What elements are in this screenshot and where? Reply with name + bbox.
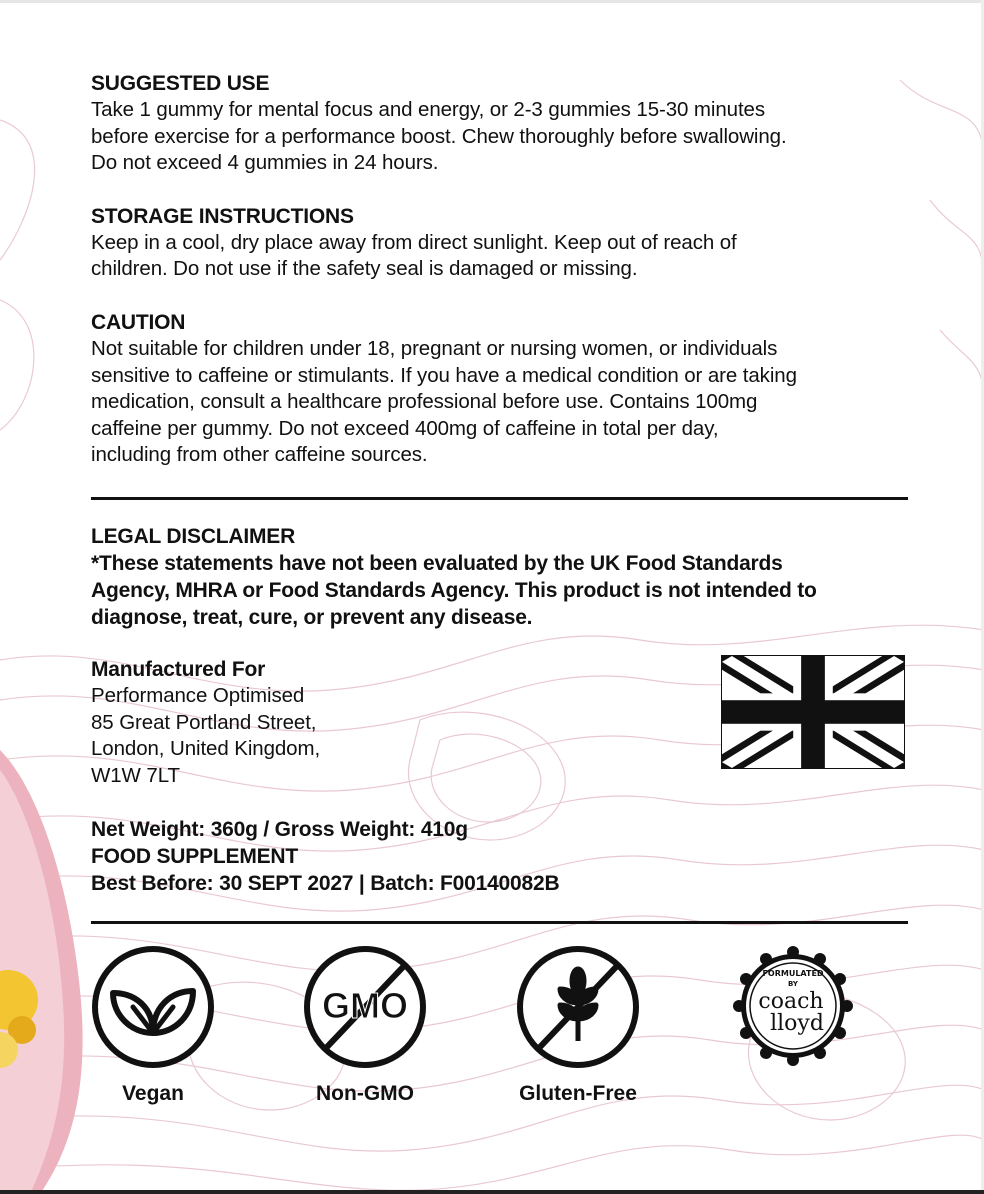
manufacturer-line: W1W 7LT bbox=[91, 763, 180, 787]
legal-line: Agency, MHRA or Food Standards Agency. This product is not intended to bbox=[91, 579, 817, 602]
caution-line: medication, consult a healthcare professional before use. Contains 100mg bbox=[91, 390, 758, 414]
manufacturer-line: London, United Kingdom, bbox=[91, 737, 321, 761]
seal-by-text: BY bbox=[787, 980, 799, 988]
manufacturer-section bbox=[91, 656, 491, 789]
bottom-border bbox=[0, 1190, 984, 1194]
seal-top-text: FORMULATED bbox=[762, 969, 824, 978]
storage-section bbox=[91, 203, 911, 283]
legal-line: *These statements have not been evaluated by the UK Food Standards bbox=[91, 552, 783, 575]
legal-line: diagnose, treat, cure, or prevent any disease. bbox=[91, 606, 533, 629]
manufacturer-line: Performance Optimised bbox=[91, 684, 305, 707]
seal-name-2: lloyd bbox=[770, 1011, 824, 1036]
weight-info: Net Weight: 360g / Gross Weight: 410g bbox=[91, 818, 468, 841]
storage-line: Keep in a cool, dry place away from direct sunlight. Keep out of reach of bbox=[91, 230, 737, 254]
manufacturer-line: 85 Great Portland Street, bbox=[91, 710, 317, 734]
suggested-use-section bbox=[91, 70, 911, 177]
legal-disclaimer-section bbox=[91, 523, 911, 631]
best-before-batch: Best Before: 30 SEPT 2027 | Batch: F00140082B bbox=[91, 872, 560, 895]
vegan-leaf-icon bbox=[91, 945, 215, 1069]
seal-name-1: coach bbox=[758, 989, 824, 1014]
vegan-label: Vegan bbox=[122, 1082, 184, 1105]
manufacturer-heading: Manufactured For bbox=[91, 658, 266, 681]
storage-heading: STORAGE INSTRUCTIONS bbox=[91, 204, 354, 228]
coach-lloyd-seal-icon bbox=[733, 946, 853, 1066]
top-border bbox=[0, 0, 984, 3]
non-gmo-badge bbox=[303, 945, 427, 1106]
gluten-free-label: Gluten-Free bbox=[519, 1082, 637, 1105]
divider bbox=[91, 921, 908, 924]
caution-line: sensitive to caffeine or stimulants. If you have a medical condition or are taking bbox=[91, 363, 797, 387]
gluten-free-badge bbox=[516, 945, 640, 1106]
non-gmo-icon bbox=[303, 945, 427, 1069]
caution-line: Not suitable for children under 18, pregnant or nursing women, or individuals bbox=[91, 336, 778, 360]
suggested-use-line: before exercise for a performance boost. Chew thoroughly before swallowing. bbox=[91, 124, 787, 148]
non-gmo-label: Non-GMO bbox=[316, 1082, 414, 1105]
caution-line: caffeine per gummy. Do not exceed 400mg of caffeine in total per day, bbox=[91, 416, 719, 440]
supplement-type: FOOD SUPPLEMENT bbox=[91, 845, 299, 868]
suggested-use-line: Take 1 gummy for mental focus and energy, or 2-3 gummies 15-30 minutes bbox=[91, 98, 765, 121]
label-text-block bbox=[91, 70, 911, 495]
suggested-use-line: Do not exceed 4 gummies in 24 hours. bbox=[91, 151, 439, 175]
divider bbox=[91, 497, 908, 500]
uk-flag-icon bbox=[721, 655, 905, 769]
caution-line: including from other caffeine sources. bbox=[91, 443, 428, 467]
suggested-use-heading: SUGGESTED USE bbox=[91, 72, 270, 95]
legal-heading: LEGAL DISCLAIMER bbox=[91, 525, 296, 548]
caution-heading: CAUTION bbox=[91, 310, 186, 334]
storage-line: children. Do not use if the safety seal is damaged or missing. bbox=[91, 257, 638, 281]
caution-section bbox=[91, 309, 911, 469]
product-info-section bbox=[91, 816, 691, 897]
gmo-text: GMO bbox=[322, 985, 408, 1026]
wheat-icon bbox=[516, 945, 640, 1069]
vegan-badge bbox=[91, 945, 215, 1106]
